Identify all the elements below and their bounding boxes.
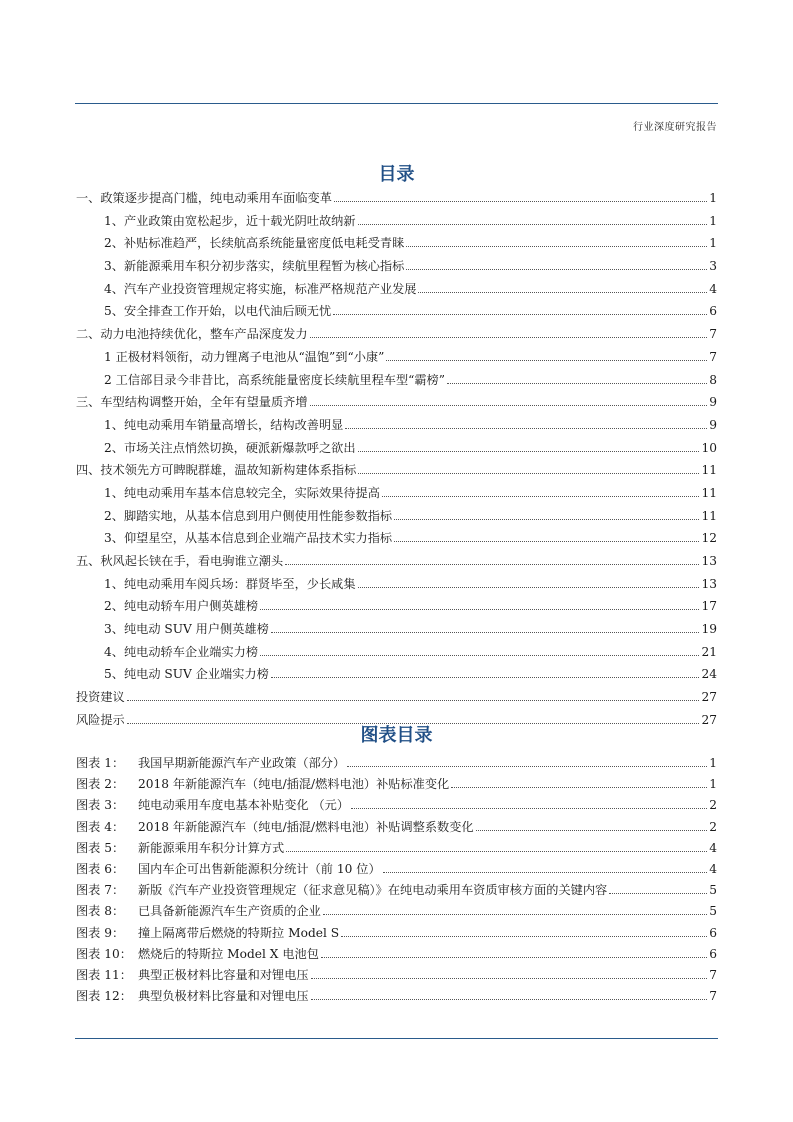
toc-title: 目录 bbox=[378, 164, 415, 185]
figure-title: 新能源乘用车积分计算方式 bbox=[138, 840, 285, 855]
toc-subsection-entry[interactable] bbox=[76, 257, 717, 280]
toc-entry-page: 19 bbox=[701, 622, 717, 637]
toc-section-entry[interactable] bbox=[76, 552, 717, 575]
figure-number: 图表 4： bbox=[76, 819, 125, 834]
toc-entry-page: 21 bbox=[701, 644, 717, 659]
dot-leader bbox=[347, 766, 707, 767]
toc-entry-title: 1、纯电动乘用车阅兵场：群贤毕至，少长咸集 bbox=[104, 576, 356, 591]
toc-entry-page: 11 bbox=[701, 508, 717, 523]
toc-entry-page: 11 bbox=[701, 485, 717, 500]
toc-entry-page: 17 bbox=[701, 599, 717, 614]
toc-subsection-entry[interactable] bbox=[76, 620, 717, 643]
figure-page: 1 bbox=[709, 756, 717, 770]
dot-leader bbox=[447, 383, 707, 384]
toc-entry-page: 3 bbox=[709, 259, 717, 274]
toc-entry-page: 9 bbox=[709, 417, 717, 432]
toc-entry-title: 风险提示 bbox=[76, 712, 125, 727]
figure-entry[interactable] bbox=[76, 818, 717, 839]
toc-entry-title: 4、纯电动轿车企业端实力榜 bbox=[104, 644, 259, 659]
toc-entry-page: 11 bbox=[701, 463, 717, 478]
dot-leader bbox=[394, 541, 699, 542]
figure-page: 5 bbox=[709, 883, 717, 898]
toc-subsection-entry[interactable] bbox=[76, 212, 717, 235]
toc-entry-title: 2、补贴标准趋严，长续航高系统能量密度低电耗受青睐 bbox=[104, 236, 405, 251]
dot-leader bbox=[358, 224, 708, 225]
toc-entry-title: 2、脚踏实地，从基本信息到用户侧使用性能参数指标 bbox=[104, 508, 393, 523]
dot-leader bbox=[358, 587, 700, 588]
dot-leader bbox=[311, 999, 708, 1000]
figure-entry[interactable] bbox=[76, 987, 717, 1008]
dot-leader bbox=[451, 787, 707, 788]
dot-leader bbox=[351, 808, 707, 809]
figure-title: 已具备新能源汽车生产资质的企业 bbox=[138, 904, 321, 919]
toc-entry-title: 投资建议 bbox=[76, 690, 125, 705]
figure-entry[interactable] bbox=[76, 796, 717, 817]
figure-page: 4 bbox=[709, 861, 717, 876]
figure-number: 图表 3： bbox=[76, 798, 125, 813]
dot-leader bbox=[260, 655, 699, 656]
dot-leader bbox=[358, 473, 699, 474]
figure-number: 图表 2： bbox=[76, 777, 125, 792]
dot-leader bbox=[345, 428, 707, 429]
dot-leader bbox=[418, 292, 707, 293]
toc-entry-title: 2 工信部目录今非昔比，高系统能量密度长续航里程车型“霸榜” bbox=[104, 372, 445, 387]
dot-leader bbox=[285, 564, 699, 565]
toc-entry-page: 9 bbox=[709, 395, 717, 410]
toc-subsection-entry[interactable] bbox=[76, 575, 717, 598]
toc-subsection-entry[interactable] bbox=[76, 234, 717, 257]
toc-entry-page: 1 bbox=[709, 236, 717, 251]
figure-number: 图表 6： bbox=[76, 861, 125, 876]
figure-entry[interactable] bbox=[76, 860, 717, 881]
dot-leader bbox=[341, 936, 707, 937]
toc-entry-page: 27 bbox=[701, 690, 717, 705]
figure-page: 1 bbox=[709, 777, 717, 792]
toc-subsection-entry[interactable] bbox=[76, 484, 717, 507]
toc-entry-page: 12 bbox=[701, 531, 717, 546]
figure-page: 6 bbox=[709, 946, 717, 961]
dot-leader bbox=[321, 957, 707, 958]
toc-entry-page: 8 bbox=[709, 372, 717, 387]
toc-entry-page: 7 bbox=[709, 327, 717, 342]
toc-section-entry[interactable] bbox=[76, 688, 717, 711]
toc-entry-page: 27 bbox=[701, 712, 717, 727]
toc-entry-page: 6 bbox=[709, 304, 717, 319]
toc-entry-page: 13 bbox=[701, 554, 717, 568]
figure-entry[interactable] bbox=[76, 839, 717, 860]
dot-leader bbox=[271, 677, 700, 678]
toc-entry-title: 1 正极材料领衔，动力锂离子电池从“温饱”到“小康” bbox=[104, 349, 385, 364]
dot-leader bbox=[323, 914, 707, 915]
toc-entry-title: 二、动力电池持续优化，整车产品深度发力 bbox=[76, 327, 308, 342]
toc-entry-title: 2、市场关注点悄然切换，硬派新爆款呼之欲出 bbox=[104, 440, 356, 455]
toc-subsection-entry[interactable] bbox=[76, 529, 717, 552]
figure-title: 我国早期新能源汽车产业政策（部分） bbox=[138, 756, 346, 770]
toc-entry-page: 7 bbox=[709, 349, 717, 364]
toc-section-entry[interactable] bbox=[76, 393, 717, 416]
toc-entry-title: 1、纯电动乘用车基本信息较完全，实际效果待提高 bbox=[104, 485, 380, 500]
toc-entry-title: 三、车型结构调整开始，全年有望量质齐增 bbox=[76, 395, 308, 410]
figure-number: 图表 8： bbox=[76, 904, 125, 919]
toc-entry-page: 13 bbox=[701, 576, 717, 591]
dot-leader bbox=[386, 360, 707, 361]
figure-number: 图表 12： bbox=[76, 989, 132, 1004]
figure-number: 图表 5： bbox=[76, 840, 125, 855]
figure-title: 新版《汽车产业投资管理规定（征求意见稿）》在纯电动乘用车资质审核方面的关键内容 bbox=[138, 883, 608, 898]
header-rule bbox=[75, 103, 718, 104]
dot-leader bbox=[406, 246, 707, 247]
toc-subsection-entry[interactable] bbox=[76, 439, 717, 462]
toc-entry-page: 1 bbox=[709, 213, 717, 228]
figure-number: 图表 11： bbox=[76, 967, 132, 982]
dot-leader bbox=[286, 851, 707, 852]
dot-leader bbox=[334, 201, 707, 202]
figure-page: 2 bbox=[709, 798, 717, 813]
figure-page: 5 bbox=[709, 904, 717, 919]
dot-leader bbox=[383, 872, 708, 873]
toc-entry-title: 四、技术领先方可睥睨群雄，温故知新构建体系指标 bbox=[76, 463, 357, 478]
figure-number: 图表 1： bbox=[76, 756, 125, 770]
dot-leader bbox=[382, 496, 700, 497]
toc-section-entry[interactable] bbox=[76, 461, 717, 484]
figure-entry[interactable] bbox=[76, 924, 717, 945]
toc-entry-title: 3、纯电动 SUV 用户侧英雄榜 bbox=[104, 622, 269, 637]
toc-subsection-entry[interactable] bbox=[76, 371, 717, 394]
figure-page: 4 bbox=[709, 840, 717, 855]
figure-entry[interactable] bbox=[76, 881, 717, 902]
figure-number: 图表 10： bbox=[76, 946, 132, 961]
dot-leader bbox=[271, 632, 700, 633]
toc-subsection-entry[interactable] bbox=[76, 302, 717, 325]
toc-entry-page: 4 bbox=[709, 281, 717, 296]
toc-entry-page: 10 bbox=[701, 440, 717, 455]
dot-leader bbox=[476, 830, 708, 831]
toc-entry-title: 5、安全排查工作开始，以电代油后顾无忧 bbox=[104, 304, 332, 319]
figure-entry[interactable] bbox=[76, 902, 717, 923]
figure-entry[interactable] bbox=[76, 775, 717, 796]
dot-leader bbox=[311, 978, 708, 979]
dot-leader bbox=[394, 519, 699, 520]
figure-list-title: 图表目录 bbox=[360, 725, 433, 746]
figure-title: 典型负极材料比容量和对锂电压 bbox=[138, 989, 309, 1004]
dot-leader bbox=[127, 700, 700, 701]
figure-entry[interactable] bbox=[76, 966, 717, 987]
dot-leader bbox=[609, 893, 707, 894]
toc-section-entry[interactable] bbox=[76, 189, 717, 212]
toc-entry-title: 五、秋风起长铗在手，看电驹谁立潮头 bbox=[76, 554, 284, 568]
toc-section-entry[interactable] bbox=[76, 325, 717, 348]
figure-title: 典型正极材料比容量和对锂电压 bbox=[138, 967, 309, 982]
figure-entry[interactable] bbox=[76, 945, 717, 966]
toc-subsection-entry[interactable] bbox=[76, 665, 717, 688]
toc-entry-title: 2、纯电动轿车用户侧英雄榜 bbox=[104, 599, 259, 614]
toc-subsection-entry[interactable] bbox=[76, 348, 717, 371]
toc-entry-title: 1、产业政策由宽松起步，近十载光阴吐故纳新 bbox=[104, 213, 356, 228]
table-of-contents bbox=[76, 189, 717, 734]
toc-entry-title: 5、纯电动 SUV 企业端实力榜 bbox=[104, 667, 269, 682]
figure-number: 图表 9： bbox=[76, 925, 125, 940]
toc-entry-page: 1 bbox=[709, 191, 717, 205]
figure-page: 2 bbox=[709, 819, 717, 834]
list-of-figures bbox=[76, 754, 717, 1008]
dot-leader bbox=[358, 451, 700, 452]
figure-title: 撞上隔离带后燃烧的特斯拉 Model S bbox=[138, 925, 340, 940]
toc-entry-page: 24 bbox=[701, 667, 717, 682]
toc-subsection-entry[interactable] bbox=[76, 643, 717, 666]
toc-subsection-entry[interactable] bbox=[76, 507, 717, 530]
dot-leader bbox=[310, 405, 708, 406]
dot-leader bbox=[260, 609, 699, 610]
toc-entry-title: 3、仰望星空，从基本信息到企业端产品技术实力指标 bbox=[104, 531, 393, 546]
figure-title: 纯电动乘用车度电基本补贴变化 （元） bbox=[138, 798, 350, 813]
figure-title: 燃烧后的特斯拉 Model X 电池包 bbox=[138, 946, 319, 961]
toc-subsection-entry[interactable] bbox=[76, 597, 717, 620]
figure-page: 6 bbox=[709, 925, 717, 940]
toc-entry-title: 3、新能源乘用车积分初步落实，续航里程暂为核心指标 bbox=[104, 259, 405, 274]
figure-title: 国内车企可出售新能源积分统计（前 10 位） bbox=[138, 861, 381, 876]
dot-leader bbox=[406, 269, 707, 270]
figure-page: 7 bbox=[709, 989, 717, 1004]
figure-title: 2018 年新能源汽车（纯电/插混/燃料电池）补贴标准变化 bbox=[138, 777, 450, 792]
figure-page: 7 bbox=[709, 967, 717, 982]
toc-entry-title: 4、汽车产业投资管理规定将实施，标准严格规范产业发展 bbox=[104, 281, 417, 296]
toc-entry-title: 1、纯电动乘用车销量高增长，结构改善明显 bbox=[104, 417, 344, 432]
footer-rule bbox=[75, 1038, 718, 1039]
report-type-label: 行业深度研究报告 bbox=[633, 122, 717, 133]
dot-leader bbox=[333, 314, 707, 315]
dot-leader bbox=[310, 337, 708, 338]
toc-subsection-entry[interactable] bbox=[76, 416, 717, 439]
toc-subsection-entry[interactable] bbox=[76, 280, 717, 303]
figure-entry[interactable] bbox=[76, 754, 717, 775]
figure-title: 2018 年新能源汽车（纯电/插混/燃料电池）补贴调整系数变化 bbox=[138, 819, 474, 834]
figure-number: 图表 7： bbox=[76, 883, 125, 898]
toc-entry-title: 一、政策逐步提高门槛，纯电动乘用车面临变革 bbox=[76, 191, 332, 205]
